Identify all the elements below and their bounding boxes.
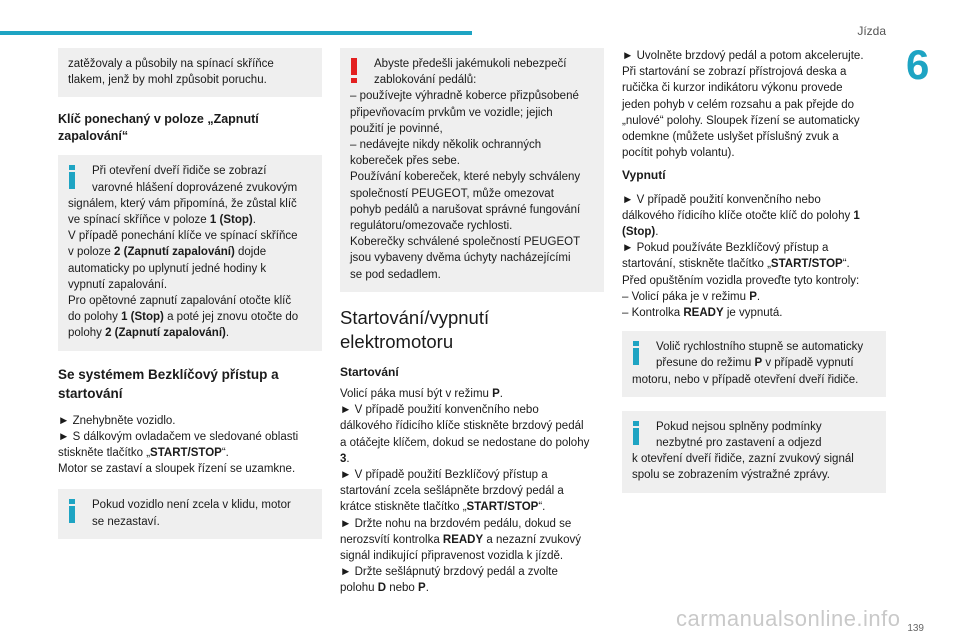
text-line: polohu D nebo P.: [340, 582, 429, 595]
subheading-starting: Startování: [340, 364, 399, 379]
header-accent-bar: [0, 31, 472, 35]
text-line: startování zcela sešlápněte brzdový pedál a: [340, 485, 564, 498]
text-line: dálkového řídicího klíče otočte klíč do polohy 1: [622, 209, 860, 222]
text-line: ve spínací skříňce v poloze 1 (Stop).: [68, 214, 256, 227]
heading-keyless: Se systémem Bezklíčový přístup a startování: [58, 366, 279, 401]
text-line: ► V případě použití konvenčního nebo: [340, 404, 539, 417]
text-line: „nulové“ polohy. Sloupek řízení se automaticky: [622, 114, 860, 127]
starting-steps: [340, 386, 604, 597]
text-line: společností PEUGEOT, může omezovat: [350, 187, 554, 200]
text-line: regulátoru/omezovače rychlosti.: [350, 220, 513, 233]
text-line: stiskněte tlačítko „START/STOP“.: [58, 447, 229, 460]
text-line: Používání kobereček, které nebyly schváleny: [350, 171, 581, 184]
text-line: polohy 2 (Zapnutí zapalování).: [68, 327, 230, 340]
text-line: ► S dálkovým ovladačem ve sledované oblasti: [58, 430, 299, 443]
text-line: – používejte výhradně koberce přizpůsobené: [350, 90, 579, 103]
text-line: vypnutí zapalování.: [68, 278, 168, 291]
text-line: signál indikující připravenost vozidla k jízdě.: [340, 550, 564, 563]
text-line: Volicí páka musí být v režimu P.: [340, 388, 503, 401]
info-box-warning-message: [622, 411, 886, 493]
text-line: nezbytné pro zastavení a odjezd: [656, 437, 822, 450]
text-line: se nezastaví.: [92, 515, 160, 528]
text-line: ručička či kurzor indikátoru výkonu provede: [622, 82, 843, 95]
text-line: Pokud vozidlo není zcela v klidu, motor: [92, 499, 291, 512]
text-line: jeden pohyb v celém rozsahu a pak přejde do: [622, 98, 855, 111]
chapter-number: 6: [906, 41, 930, 88]
text-line: nerozsvítí kontrolka READY a nezazní zvukový: [340, 533, 581, 546]
text-line: krátce stiskněte tlačítko „START/STOP“.: [340, 501, 546, 514]
text-line: Motor se zastaví a sloupek řízení se uzamkne.: [58, 463, 296, 476]
text-line: použití je povinné,: [350, 122, 443, 135]
text-line: Pro opětovné zapnutí zapalování otočte klíč: [68, 295, 292, 308]
text-line: Při startování se zobrazí přístrojová deska a: [622, 66, 847, 79]
text-line: kobereček přes sebe.: [350, 155, 460, 168]
text-line: ► V případě použití konvenčního nebo: [622, 193, 821, 206]
watermark: carmanualsonline.info: [676, 606, 901, 631]
text-line: k otevření dveří řidiče, zazní zvukový signál: [632, 453, 854, 466]
text-line: Před opuštěním vozidla proveďte tyto kontroly:: [622, 274, 860, 287]
switch-off-steps: [622, 192, 886, 322]
starting-continued: [622, 48, 886, 161]
text-line: zablokování pedálů:: [374, 74, 477, 87]
page-number: 139: [907, 623, 924, 634]
text-line: varovné hlášení doprovázené zvukovým: [92, 181, 298, 194]
text-line: motoru, nebo v případě otevření dveří řidiče.: [632, 373, 859, 386]
text-line: – nedávejte nikdy několik ochranných: [350, 139, 542, 152]
text-line: Koberečky schválené společností PEUGEOT: [350, 236, 581, 249]
info-icon: [631, 341, 641, 365]
text-line: V případě ponechání klíče ve spínací skříňce: [68, 230, 298, 243]
text-line: pohyb pedálů a narušovat správné fungování: [350, 203, 581, 216]
info-icon: [67, 499, 77, 523]
text-line: spolu se zobrazením výstražné zprávy.: [632, 469, 830, 482]
text-line: Volič rychlostního stupně se automaticky: [656, 341, 864, 354]
text-line: do polohy 1 (Stop) a poté jej znovu otočte do: [68, 311, 299, 324]
text-line: – Volicí páka je v režimu P.: [622, 290, 761, 303]
heading-start-stop-motor: Startování/vypnutí elektromotoru: [340, 306, 490, 352]
text-line: se pod sedadlem.: [350, 268, 441, 281]
text-line: odemkne (můžete uslyšet příslušný zvuk a: [622, 131, 839, 144]
text-line: automaticky po uplynutí jedné hodiny k: [68, 262, 267, 275]
column-3: [622, 48, 886, 507]
warning-icon: [349, 58, 359, 84]
info-icon: [631, 421, 641, 445]
info-icon: [67, 165, 77, 189]
text-line: připevňovacím prvkům ve vozidle; jejich: [350, 106, 553, 119]
note-box-continued: [58, 48, 322, 97]
text-line: Abyste předešli jakémukoli nebezpečí: [374, 58, 567, 70]
subheading-switch-off: Vypnutí: [622, 168, 666, 183]
text-line: Pokud nejsou splněny podmínky: [656, 420, 822, 433]
text-line: ► Držte sešlápnutý brzdový pedál a zvolte: [340, 566, 558, 579]
text-line: ► Pokud používáte Bezklíčový přístup a: [622, 242, 829, 255]
section-title: Jízda: [857, 24, 886, 38]
text-line: a otáčejte klíčem, dokud se nedostane do polohy: [340, 436, 590, 449]
text-line: (Stop).: [622, 226, 659, 239]
text-line: startování, stiskněte tlačítko „START/STOP“.: [622, 258, 850, 271]
warning-box-floor-mats: [340, 48, 604, 292]
text-line: dálkového řídicího klíče stiskněte brzdový pedál: [340, 420, 584, 433]
column-2: [340, 48, 604, 597]
text-line: – Kontrolka READY je vypnutá.: [622, 307, 783, 320]
text-line: 3.: [340, 452, 350, 465]
text-line: pocítit pohyb volantu).: [622, 147, 735, 160]
text-line: v poloze 2 (Zapnutí zapalování) dojde: [68, 246, 267, 259]
text-line: tlakem, jenž by mohl způsobit poruchu.: [68, 74, 267, 87]
text-line: signálem, který vám připomíná, že zůstal klíč: [68, 197, 297, 210]
text-line: přesune do režimu P v případě vypnutí: [656, 357, 854, 370]
text-line: ► Držte nohu na brzdovém pedálu, dokud se: [340, 517, 572, 530]
text-line: ► Znehybněte vozidlo.: [58, 414, 176, 427]
keyless-steps: [58, 413, 322, 478]
text-line: jsou vybaveny dvěma úchyty nacházejícími: [350, 252, 571, 265]
info-box-motor-stop: [58, 489, 322, 538]
info-box-gear-selector: [622, 331, 886, 397]
text-line: ► Uvolněte brzdový pedál a potom akcelerujte.: [622, 50, 864, 62]
info-box-key-reminder: [58, 155, 322, 350]
text-line: ► V případě použití Bezklíčový přístup a: [340, 469, 548, 482]
text-line: Při otevření dveří řidiče se zobrazí: [92, 165, 267, 178]
heading-key-left-on: Klíč ponechaný v poloze „Zapnutí zapalování“: [58, 112, 259, 144]
column-1: [58, 48, 322, 553]
text-line: zatěžovaly a působily na spínací skříňce: [68, 58, 274, 70]
